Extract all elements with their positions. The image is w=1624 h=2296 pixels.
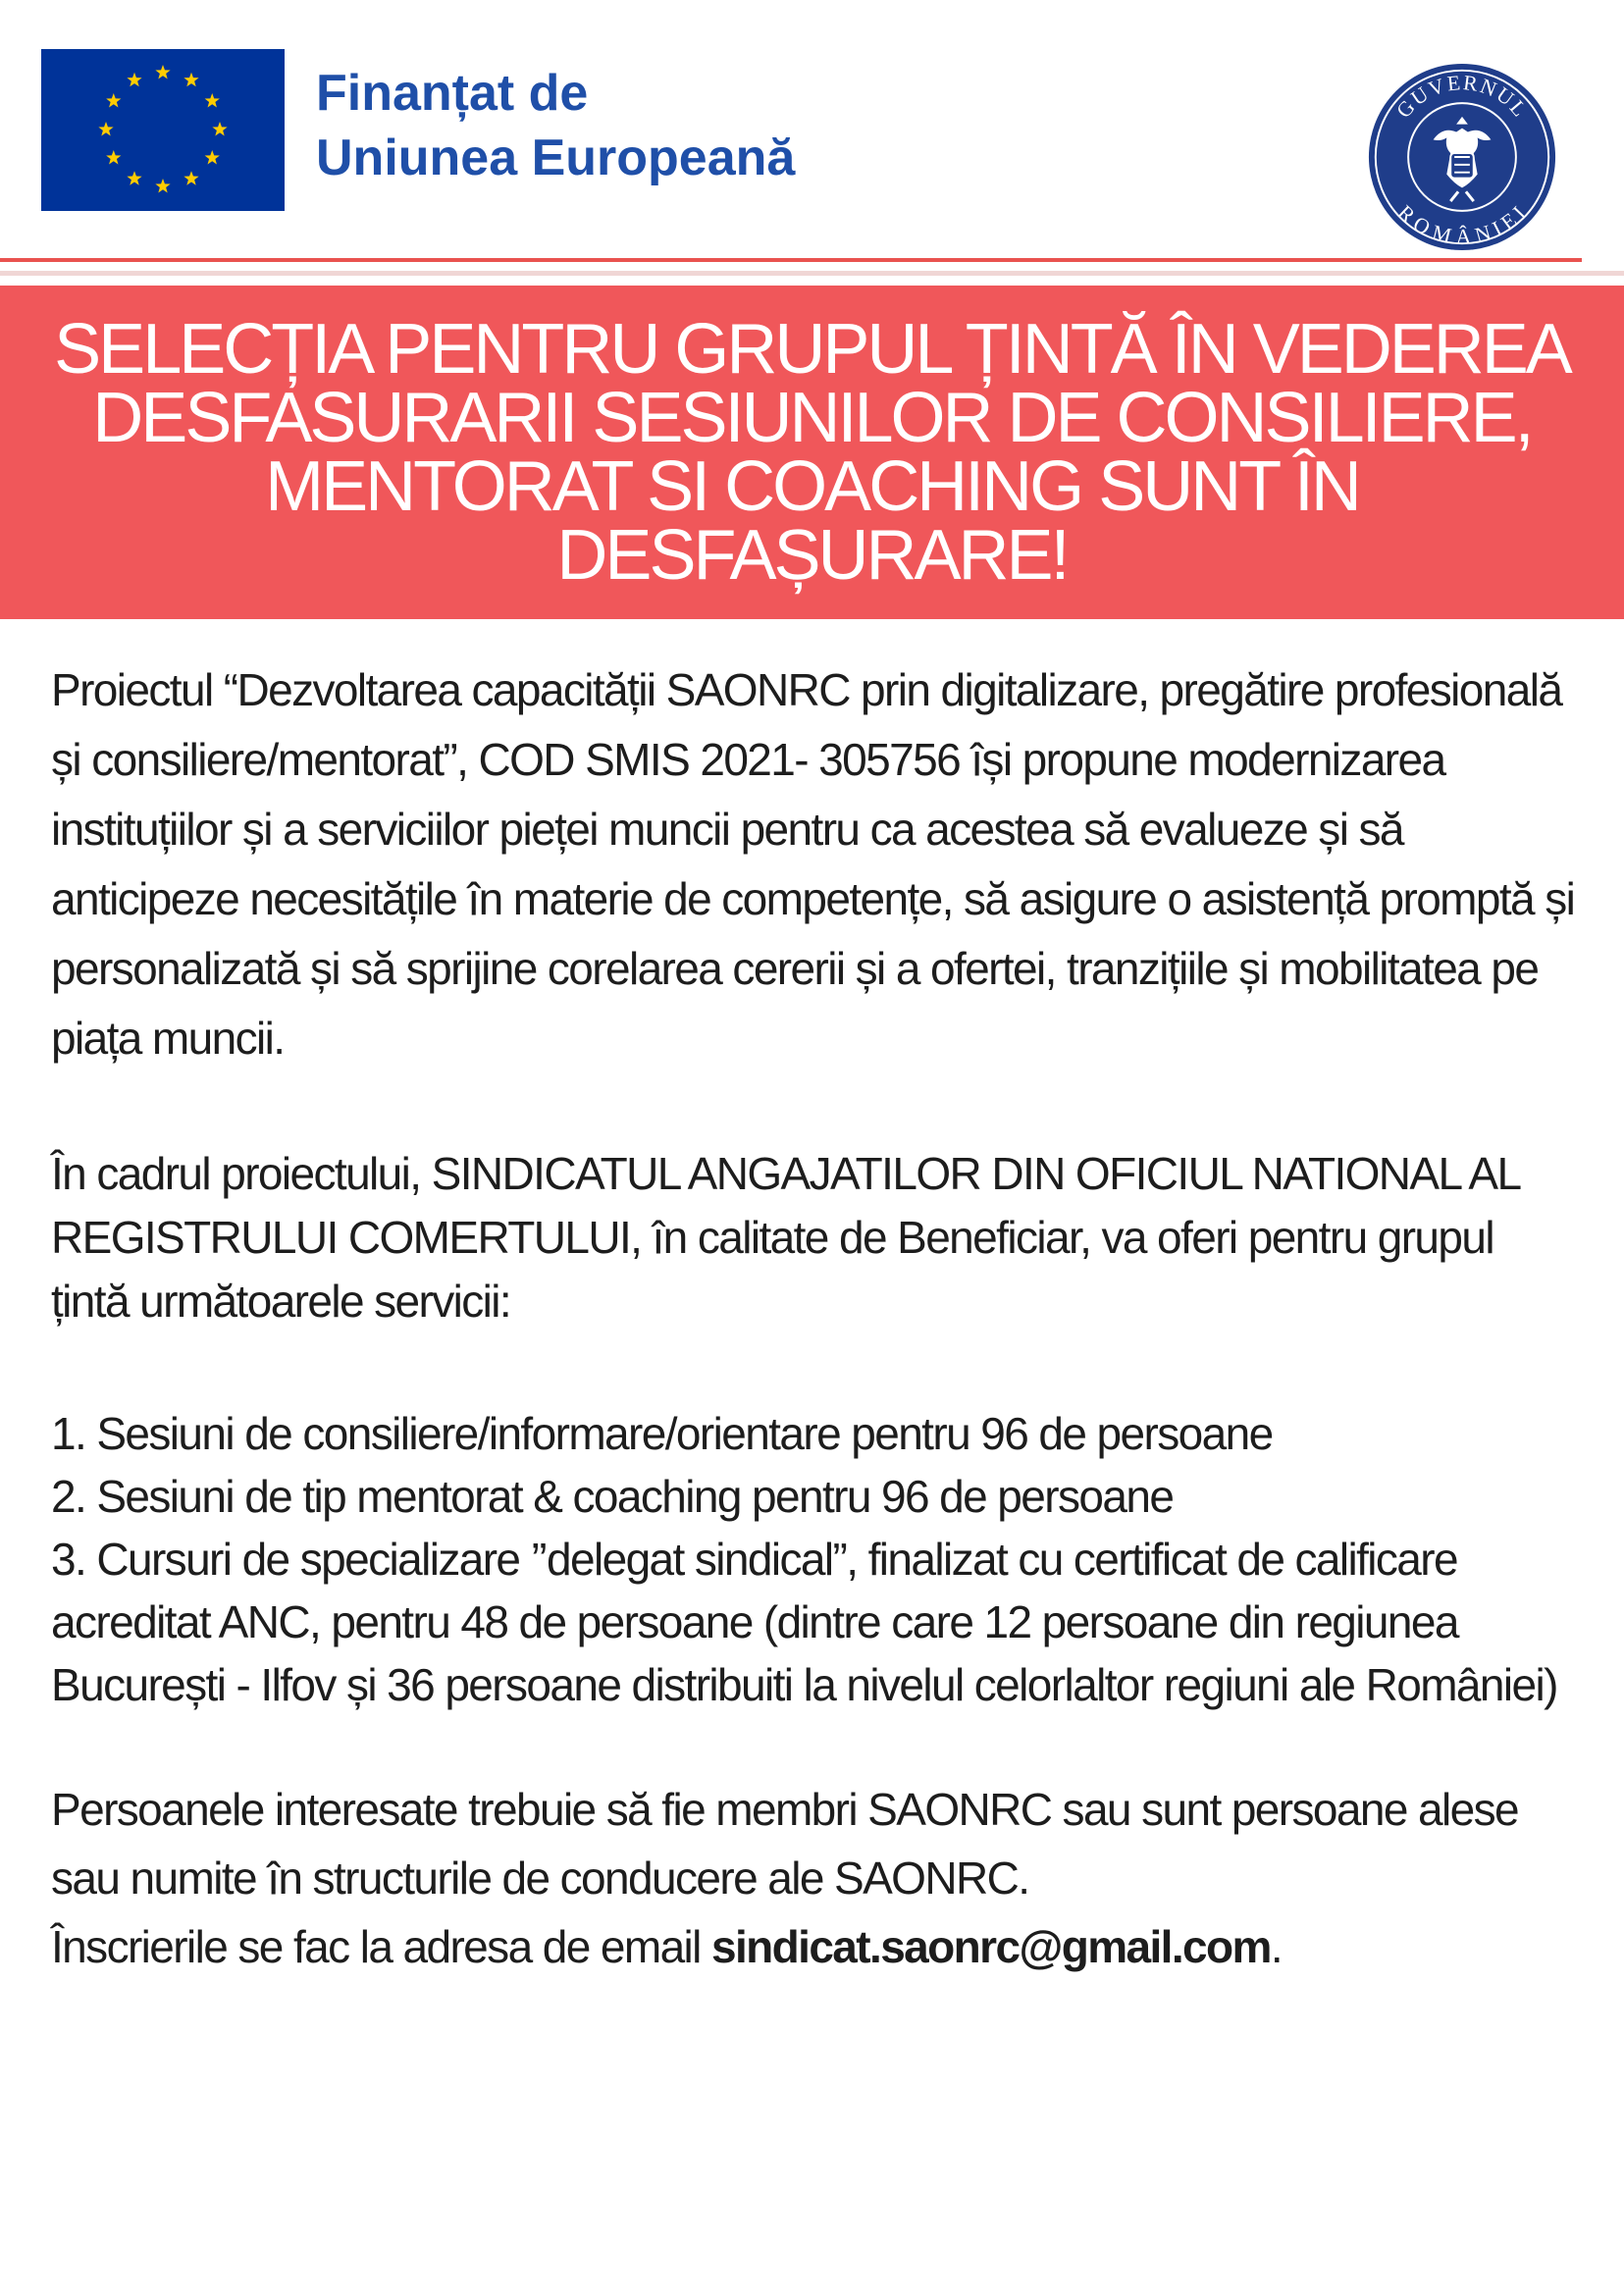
project-intro-paragraph: Proiectul “Dezvoltarea capacității SAONRC prin digitalizare, pregătire profesională și consiliere/mentorat”, COD SMIS 2021- 305756 își propune modernizarea instituțiilor și a serviciilor pieței muncii pentru ca acestea să evalueze și să anticipeze necesitățile în materie de competențe, să asigure o asistență promptă și personalizată și să sprijine corelarea cererii și a ofertei, tranzițiile și mobilitatea pe piața muncii. (51, 664, 1575, 1064)
services-list (51, 1402, 1582, 1716)
announcement-body (51, 655, 1582, 1981)
page-header (0, 0, 1624, 260)
eu-funding-line-2: Uniunea Europeană (316, 130, 796, 186)
seal-text-top: GUVERNUL (1391, 71, 1533, 123)
seal-text-bottom: ROMÂNIEI (1392, 200, 1532, 249)
registration-suffix: . (1270, 1921, 1282, 1972)
registration-email-link[interactable]: sindicat.saonrc@gmail.com (710, 1921, 1271, 1972)
romanian-government-seal (1366, 61, 1558, 253)
service-item-2: 2. Sesiuni de tip mentorat & coaching pentru 96 de persoane (51, 1471, 1174, 1522)
beneficiary-paragraph: În cadrul proiectului, SINDICATUL ANGAJATILOR DIN OFICIUL NATIONAL AL REGISTRULUI COMERTULUI, în calitate de Beneficiar, va oferi pentru grupul țintă următoarele servicii: (51, 1148, 1519, 1327)
header-divider-line (0, 258, 1582, 262)
eligibility-paragraph (51, 1775, 1582, 1981)
eu-funding-line-1: Finanțat de (316, 65, 589, 122)
eu-flag-logo (41, 49, 285, 211)
eu-funding-label (316, 61, 795, 190)
registration-prefix: Înscrierile se fac la adresa de email (51, 1921, 711, 1972)
eligibility-text: Persoanele interesate trebuie să fie membri SAONRC sau sunt persoane alese sau numite în structurile de conducere ale SAONRC. (51, 1784, 1518, 1904)
banner-title: SELECȚIA PENTRU GRUPUL ȚINTĂ ÎN VEDEREA DESFASURARII SESIUNILOR DE CONSILIERE, MENTORAT SI COACHING SUNT ÎN DESFAȘURARE! (54, 310, 1570, 595)
service-item-1: 1. Sesiuni de consiliere/informare/orientare pentru 96 de persoane (51, 1408, 1273, 1459)
title-banner (0, 286, 1624, 619)
header-divider-shadow (0, 271, 1624, 276)
service-item-3: 3. Cursuri de specializare ’’delegat sindical”, finalizat cu certificat de calificare acreditat ANC, pentru 48 de persoane (dintre care 12 persoane din regiunea București - Ilfov și 36 persoane distribuiti la nivelul celorlaltor regiuni ale României) (51, 1534, 1557, 1710)
